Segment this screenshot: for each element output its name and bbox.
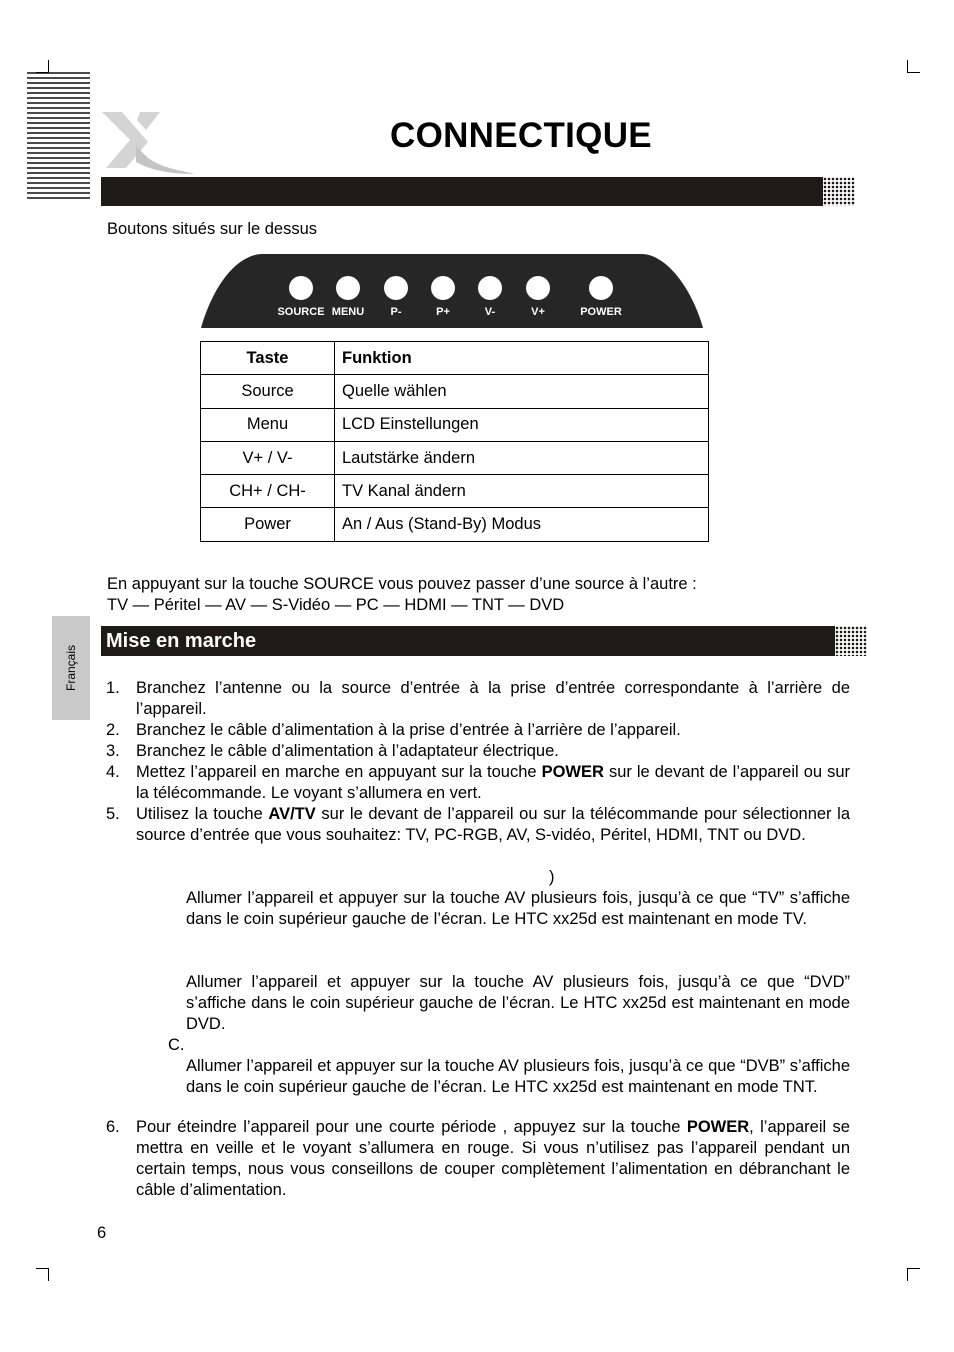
table-cell-function: Quelle wählen — [335, 375, 709, 408]
language-tab — [52, 616, 90, 720]
list-item — [106, 804, 850, 846]
panel-button-power — [589, 276, 613, 300]
step-text: sur le devant de l’appareil ou sur la télécommande. Le voyant s’allumera en vert. — [136, 763, 850, 802]
section-bar-dots — [835, 626, 867, 656]
sub-item-c-label: C. — [168, 1036, 185, 1054]
table-row — [201, 408, 709, 441]
list-item — [106, 762, 850, 804]
table-cell-key: V+ / V- — [201, 441, 335, 474]
table-row — [201, 375, 709, 408]
step-text: sur le devant de l’appareil ou sur la télécommande pour sélectionner la source d’entrée que vous souhaitez: TV, PC-RGB, AV, S-vidéo, Péritel, HDMI, TNT ou DVD. — [136, 805, 851, 844]
table-header-cell: Taste — [201, 342, 335, 375]
power-key-label: POWER — [686, 1118, 750, 1136]
list-item — [106, 720, 850, 741]
panel-button-p-plus — [431, 276, 455, 300]
avtv-key-label: AV/TV — [268, 805, 316, 823]
table-header-row — [201, 342, 709, 375]
panel-button-label: SOURCE — [277, 306, 325, 318]
panel-button-label: POWER — [580, 306, 622, 318]
crop-mark-bottom-right — [907, 1268, 920, 1281]
step-number: 5. — [106, 805, 120, 823]
list-item — [106, 678, 850, 720]
table-cell-function: LCD Einstellungen — [335, 408, 709, 441]
header-stripes — [27, 72, 90, 200]
step-text: Pour éteindre l’appareil pour une courte période , appuyez sur la touche — [136, 1118, 687, 1136]
source-note-line2: TV — Péritel — AV — S-Vidéo — PC — HDMI — TNT — DVD — [107, 596, 565, 614]
step-number: 2. — [106, 721, 120, 739]
control-panel-illustration — [199, 252, 705, 330]
step-text: Utilisez la touche — [136, 805, 269, 823]
panel-button-label: V- — [484, 306, 496, 318]
panel-button-p-minus — [384, 276, 408, 300]
table-cell-key: Source — [201, 375, 335, 408]
step-text: Branchez le câble d’alimentation à l’adaptateur électrique. — [136, 742, 559, 760]
step-text: Mettez l’appareil en marche en appuyant sur la touche — [136, 763, 542, 781]
table-header-cell: Funktion — [335, 342, 709, 375]
page-title: CONNECTIQUE — [390, 116, 652, 155]
panel-button-label: P- — [390, 306, 402, 318]
section-title: Mise en marche — [106, 630, 257, 652]
crop-mark-top-right — [907, 60, 920, 73]
brand-logo — [96, 108, 196, 176]
crop-mark-bottom-left — [36, 1268, 49, 1281]
paren-mark: ) — [549, 868, 555, 886]
panel-button-label: P+ — [436, 306, 450, 318]
list-item — [106, 741, 850, 762]
panel-button-v-minus — [478, 276, 502, 300]
panel-button-v-plus — [526, 276, 550, 300]
intro-label: Boutons situés sur le dessus — [107, 220, 318, 238]
table-row — [201, 441, 709, 474]
list-item — [106, 1117, 850, 1201]
sub-item-tnt: Allumer l’appareil et appuyer sur la touche AV plusieurs fois, jusqu’à ce que “DVB” s’affiche dans le coin supérieur gauche de l’écran. Le HTC xx25d est maintenant en mode TNT. — [186, 1057, 850, 1096]
steps-list-continued — [106, 1117, 850, 1201]
power-key-label: POWER — [541, 763, 604, 781]
steps-list — [106, 678, 850, 846]
crop-mark-top-left — [36, 60, 49, 73]
step-number: 6. — [106, 1118, 120, 1136]
key-table — [200, 341, 709, 542]
step-text: Branchez l’antenne ou la source d’entrée à la prise d’entrée correspondante à l’arrière de l’appareil. — [136, 679, 850, 718]
table-cell-key: Menu — [201, 408, 335, 441]
table-cell-key: CH+ / CH- — [201, 475, 335, 508]
step-number: 3. — [106, 742, 120, 760]
step-number: 4. — [106, 763, 120, 781]
sub-item-dvd: Allumer l’appareil et appuyer sur la touche AV plusieurs fois, jusqu’à ce que “DVD” s’affiche dans le coin supérieur gauche de l’écran. Le HTC xx25d est maintenant en mode DVD. — [186, 973, 850, 1033]
panel-button-label: MENU — [331, 306, 365, 318]
panel-button-source — [289, 276, 313, 300]
language-label: Français — [64, 644, 78, 692]
title-bar-dots — [823, 177, 855, 206]
table-row — [201, 508, 709, 541]
step-number: 1. — [106, 679, 120, 697]
step-text: Branchez le câble d’alimentation à la prise d’entrée à l’arrière de l’appareil. — [136, 721, 681, 739]
table-cell-function: TV Kanal ändern — [335, 475, 709, 508]
source-note-line1: En appuyant sur la touche SOURCE vous pouvez passer d’une source à l’autre : — [107, 575, 697, 593]
table-cell-key: Power — [201, 508, 335, 541]
table-cell-function: An / Aus (Stand-By) Modus — [335, 508, 709, 541]
sub-item-tv: Allumer l’appareil et appuyer sur la touche AV plusieurs fois, jusqu’à ce que “TV” s’affiche dans le coin supérieur gauche de l’écran. Le HTC xx25d est maintenant en mode TV. — [186, 889, 850, 928]
panel-button-menu — [336, 276, 360, 300]
step-text: , l’appareil se mettra en veille et le voyant s’allumera en rouge. Si vous n’utilisez pas l’appareil pendant un certain temps, nous vous conseillons de couper complètement l’alimentation en débranchant le câble d’alimentation. — [136, 1118, 850, 1199]
title-bar — [101, 177, 823, 206]
page-number: 6 — [97, 1224, 107, 1242]
table-cell-function: Lautstärke ändern — [335, 441, 709, 474]
table-row — [201, 475, 709, 508]
panel-button-label: V+ — [531, 306, 545, 318]
